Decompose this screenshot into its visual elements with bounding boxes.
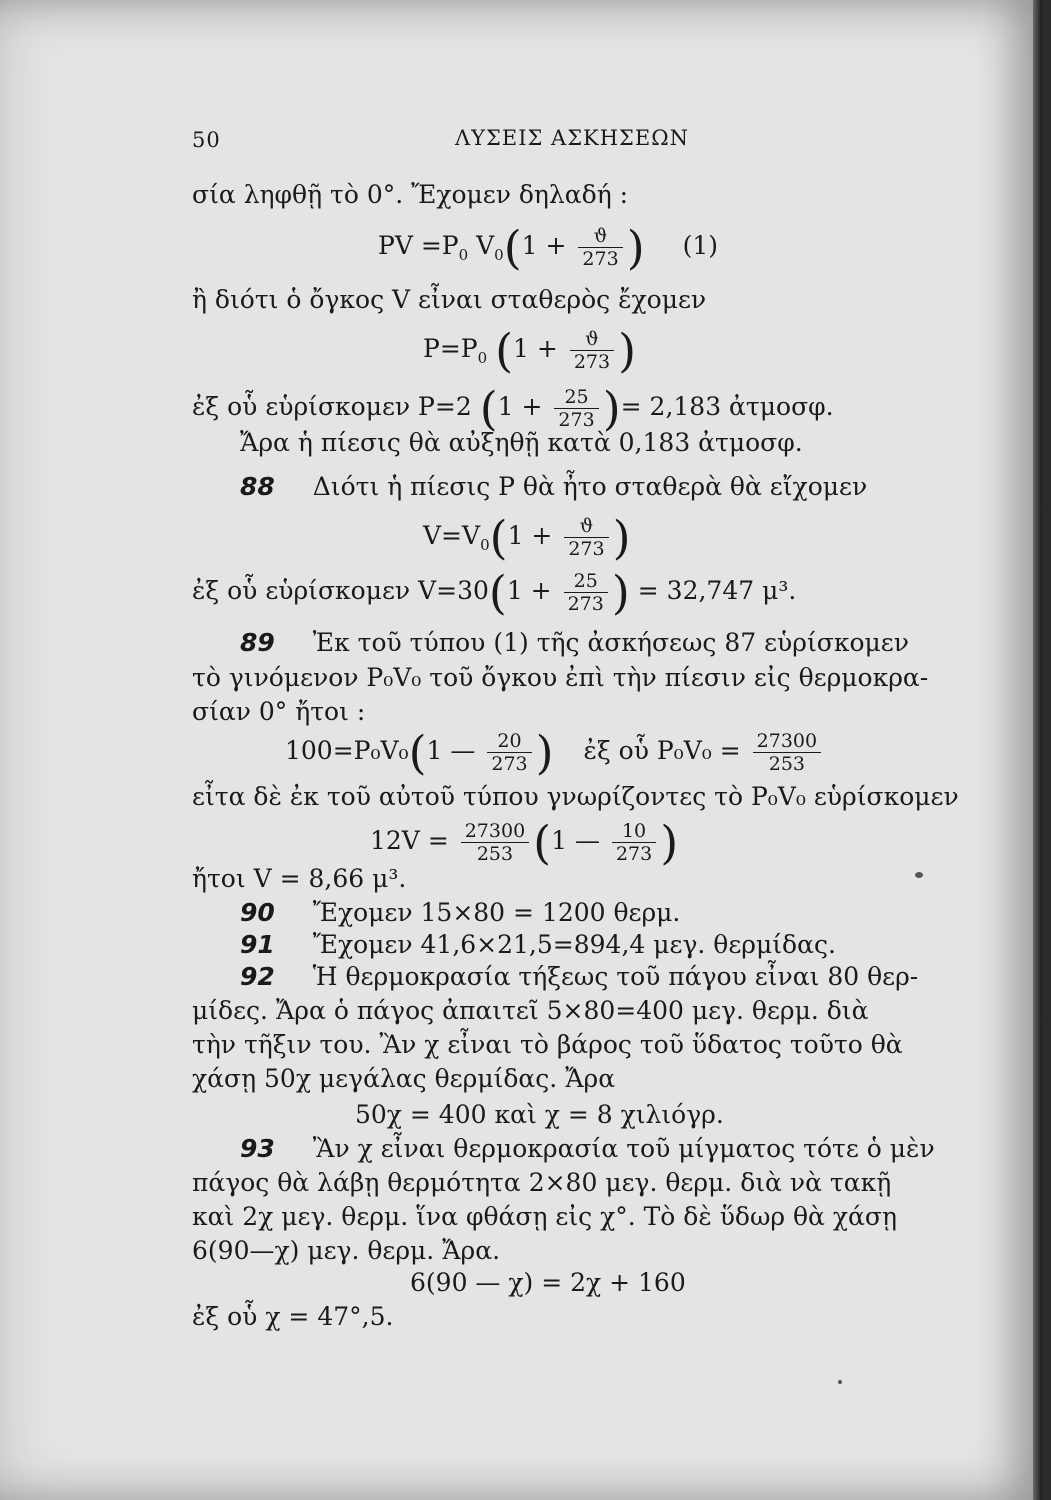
text-line: σίαν 0° ἤτοι : — [192, 697, 366, 726]
problem-89: 89 Ἐκ τοῦ τύπου (1) τῆς ἀσκήσεως 87 εὑρίσκομεν — [240, 628, 909, 657]
problem-number: 90 — [240, 898, 275, 927]
problem-90: 90 Ἔχομεν 15×80 = 1200 θερμ. — [240, 898, 681, 927]
text-line: τὴν τῆξιν του. Ἂν χ εἶναι τὸ βάρος τοῦ ὕδατος τοῦτο θὰ — [192, 1030, 903, 1059]
problem-91: 91 Ἔχομεν 41,6×21,5=894,4 μεγ. θερμίδας. — [240, 930, 836, 959]
text-line: ἐξ οὗ χ = 47°,5. — [192, 1302, 394, 1331]
text-line: Ἄρα ἡ πίεσις θὰ αὐξηθῇ κατὰ 0,183 ἀτμοσφ. — [240, 428, 803, 457]
ink-speck — [838, 1380, 842, 1384]
text-line: σία ληφθῇ τὸ 0°. Ἔχομεν δηλαδή : — [192, 180, 629, 209]
problem-number: 88 — [240, 472, 275, 501]
text-line: 6(90—χ) μεγ. θερμ. Ἄρα. — [192, 1236, 501, 1265]
text-line: καὶ 2χ μεγ. θερμ. ἵνα φθάσῃ εἰς χ°. Τὸ δὲ ὕδωρ θὰ χάσῃ — [192, 1202, 897, 1231]
problem-number: 93 — [240, 1134, 275, 1163]
problem-number: 92 — [240, 962, 275, 991]
equation-1: PV $=P_0$ $V_0(1$ + $\frac{ϑ}{273}$ ) (1) — [378, 220, 719, 275]
equation-label: (1) — [682, 231, 719, 260]
equation-3: $V=V_0(1$ + $\frac{ϑ}{273}$ ) — [423, 510, 631, 565]
text-line: μίδες. Ἄρα ὁ πάγος ἀπαιτεῖ 5×80=400 μεγ. θερμ. διὰ — [192, 996, 869, 1025]
page-number: 50 — [192, 128, 221, 152]
equation-6: 50χ = 400 καὶ χ = 8 χιλιόγρ. — [355, 1100, 724, 1129]
equation-4: 100=P₀V₀(1 — $\frac{20}{273}$ ) ἐξ οὗ P₀V₀ = $\frac{27300}{253}$ — [285, 730, 825, 775]
text-line: ἤτοι V = 8,66 μ³. — [192, 864, 407, 893]
equation-result-line: ἐξ οὗ εὑρίσκομεν V=30(1 + $\frac{25}{273}$ ) = 32,747 μ³. — [192, 565, 797, 620]
text-line: τὸ γινόμενον P₀V₀ τοῦ ὄγκου ἐπὶ τὴν πίεσιν εἰς θερμοκρα- — [192, 663, 929, 692]
ink-speck — [915, 872, 923, 878]
text-line: χάσῃ 50χ μεγάλας θερμίδας. Ἄρα — [192, 1064, 616, 1093]
problem-93: 93 Ἂν χ εἶναι θερμοκρασία τοῦ μίγματος τότε ὁ μὲν — [240, 1134, 935, 1163]
equation-result-line: ἐξ οὗ εὑρίσκομεν P=2 (1 + $\frac{25}{273}$ )= 2,183 ἀτμοσφ. — [192, 381, 834, 436]
problem-number: 91 — [240, 930, 275, 959]
problem-92: 92 Ἡ θερμοκρασία τήξεως τοῦ πάγου εἶναι 80 θερ- — [240, 962, 919, 991]
text-line: εἶτα δὲ ἐκ τοῦ αὐτοῦ τύπου γνωρίζοντες τὸ P₀V₀ εὑρίσκομεν — [192, 782, 959, 811]
running-title: ΛΥΣΕΙΣ ΑΣΚΗΣΕΩΝ — [455, 126, 690, 150]
problem-88: 88 Διότι ἡ πίεσις P θὰ ἦτο σταθερὰ θὰ εἴχομεν — [240, 472, 868, 501]
equation-5: 12V = $\frac{27300}{253}$ (1 — $\frac{10}{273}$ ) — [370, 815, 679, 870]
text-line: πάγος θὰ λάβῃ θερμότητα 2×80 μεγ. θερμ. διὰ νὰ τακῇ — [192, 1168, 892, 1197]
equation-7: 6(90 — χ) = 2χ + 160 — [410, 1268, 686, 1297]
text-line: ἢ διότι ὁ ὄγκος V εἶναι σταθερὸς ἔχομεν — [192, 285, 707, 314]
page-edge — [1033, 0, 1042, 1500]
equation-2: $P=P_0$ (1 + $\frac{ϑ}{273}$ ) — [423, 323, 637, 378]
problem-number: 89 — [240, 628, 275, 657]
